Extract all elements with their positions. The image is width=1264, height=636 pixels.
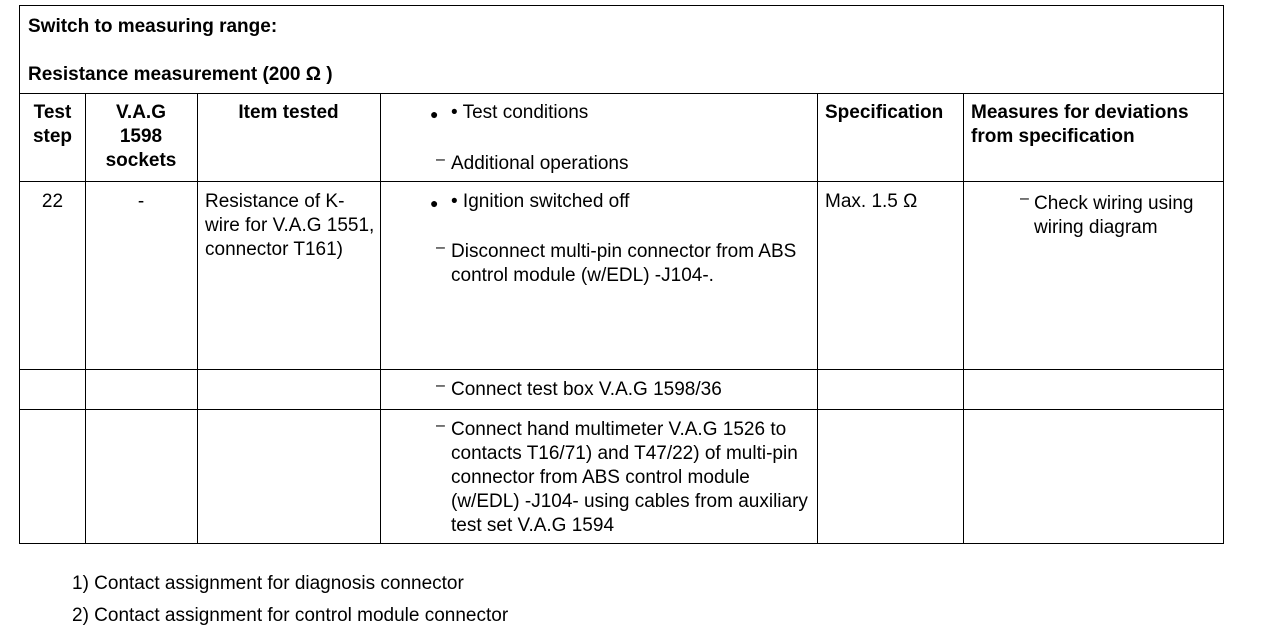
footnote-1: 1) Contact assignment for diagnosis connector bbox=[72, 573, 464, 594]
bullet-icon: ● bbox=[430, 106, 439, 122]
column-header-test-step: Test step bbox=[32, 102, 73, 147]
column-divider bbox=[963, 94, 964, 543]
column-divider bbox=[380, 94, 381, 543]
resistance-measurement-heading: Resistance measurement (200 Ω ) bbox=[28, 64, 333, 85]
test-step-value: 22 bbox=[41, 191, 64, 212]
table-header-block bbox=[20, 6, 1223, 94]
operation-value: Connect hand multimeter V.A.G 1526 to contacts T16/71) and T47/22) of multi-pin connector from ABS control module (w/EDL) -J104- using cables from auxiliary test set V.A.G 1594 bbox=[451, 419, 808, 536]
measure-value: Check wiring using wiring diagram bbox=[1034, 193, 1194, 238]
column-header-item-tested: Item tested bbox=[238, 102, 339, 123]
bullet-icon: ● bbox=[430, 195, 439, 211]
dash-icon: – bbox=[436, 417, 445, 434]
test-table bbox=[19, 5, 1224, 544]
row-divider bbox=[20, 409, 1223, 410]
measuring-range-heading: Switch to measuring range: bbox=[28, 16, 278, 37]
dash-icon: – bbox=[436, 239, 445, 256]
dash-icon: – bbox=[436, 151, 445, 168]
operation-value: Disconnect multi-pin connector from ABS control module (w/EDL) -J104-. bbox=[451, 241, 797, 286]
column-header-test-conditions: • Test conditions bbox=[451, 102, 589, 123]
column-divider bbox=[197, 94, 198, 543]
column-header-sockets: V.A.G 1598 sockets bbox=[105, 102, 177, 171]
row-divider bbox=[20, 369, 1223, 370]
dash-icon: – bbox=[436, 377, 445, 394]
column-header-measures: Measures for deviations from specification bbox=[971, 102, 1189, 147]
column-divider bbox=[85, 94, 86, 543]
condition-value: • Ignition switched off bbox=[451, 191, 630, 212]
sockets-value: - bbox=[137, 191, 145, 212]
column-header-specification: Specification bbox=[825, 102, 944, 123]
dash-icon: – bbox=[1020, 190, 1029, 207]
footnote-2: 2) Contact assignment for control module connector bbox=[72, 605, 509, 626]
specification-value: Max. 1.5 Ω bbox=[825, 191, 918, 212]
column-header-additional-operations: Additional operations bbox=[451, 153, 629, 174]
row-divider bbox=[20, 181, 1223, 182]
item-tested-value: Resistance of K-wire for V.A.G 1551, connector T161) bbox=[205, 191, 375, 260]
operation-value: Connect test box V.A.G 1598/36 bbox=[451, 379, 722, 400]
column-divider bbox=[817, 94, 818, 543]
